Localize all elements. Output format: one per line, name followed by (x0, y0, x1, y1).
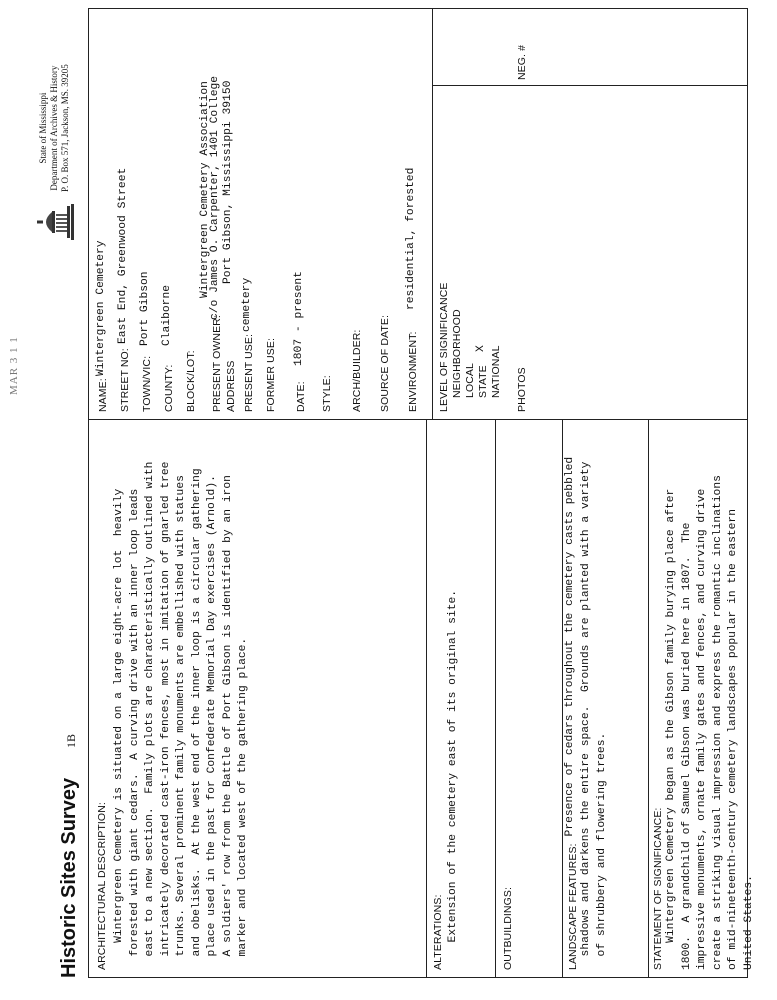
environment-value: residential, forested (405, 167, 417, 310)
text-line: impressive monuments, ornate family gates and fences, and curving drive (696, 488, 708, 970)
photos-divider (432, 8, 433, 420)
text-line: United States. (742, 875, 755, 970)
name-label: NAME: (97, 378, 109, 412)
neg-number-label: NEG. # (516, 44, 528, 80)
photos-label: PHOTOS (516, 367, 528, 412)
architectural-description-label: ARCHITECTURAL DESCRIPTION: (96, 802, 108, 970)
text-line: and obelisks. At the west end of the inner loop is a circular gathering (190, 468, 203, 970)
text-line: trunks. Several prominent family monuments are embellished with statues (175, 475, 187, 970)
date-value: 1807 - present (293, 271, 305, 366)
agency-line: Department of Archives & History (49, 65, 59, 191)
agency-line: State of Mississippi (38, 92, 48, 164)
state-mark: X (475, 345, 487, 352)
text-line: forested with giant cedars. A curving drive with an inner loop leads (128, 488, 141, 970)
text-line: place used in the past for Confederate Memorial Day exercises (Arnold). (206, 475, 218, 970)
date-label: DATE: (295, 381, 307, 412)
county-label: COUNTY: (163, 364, 175, 412)
text-line: 1800. A grandchild of Samuel Gibson was buried here in 1807. The (680, 522, 693, 970)
style-label: STYLE: (321, 375, 333, 412)
capitol-seal-icon (36, 204, 76, 240)
alterations-divider (426, 420, 427, 978)
alterations-text: Extension of the cemetery east of its original site. (447, 589, 459, 956)
landscape-text-line: of shrubbery and flowering trees. (596, 732, 608, 970)
landscape-features-label: LANDSCAPE FEATURES: (567, 843, 579, 970)
present-use-label: PRESENT USE: (243, 333, 255, 412)
environment-label: ENVIRONMENT: (407, 331, 419, 412)
present-owner-label: PRESENT OWNER: (211, 315, 223, 412)
text-line: east to a new section. Family plots are characteristically outlined with (144, 461, 156, 970)
state-label: STATE (477, 365, 489, 398)
street-label: STREET NO: (119, 348, 131, 412)
form-title: Historic Sites Survey (58, 777, 80, 978)
text-line: Wintergreen Cemetery began as the Gibson family burying place after (665, 488, 677, 970)
town-value: Port Gibson (139, 271, 151, 346)
level-of-significance-label: LEVEL OF SIGNIFICANCE (438, 282, 450, 412)
significance-divider (648, 420, 649, 978)
alterations-label: ALTERATIONS: (432, 894, 444, 970)
text-line: intricately decorated cast-iron fences, most in imitation of gnarled tree (159, 461, 172, 970)
neighborhood-label: NEIGHBORHOOD (451, 309, 463, 398)
street-value: East End, Greenwood Street (117, 167, 129, 344)
present-use-value: cemetery (241, 277, 253, 332)
county-value: Claiborne (161, 284, 173, 346)
address-label: ADDRESS (225, 360, 237, 412)
national-label: NATIONAL (490, 345, 502, 398)
text-line: create a striking visual impression and express the romantic inclinations (711, 475, 724, 970)
town-label: TOWN/VIC: (141, 355, 153, 412)
text-line: A soldiers' row from the Battle of Port Gibson is identified by an iron (221, 475, 234, 970)
text-line: of mid-nineteenth-century cemetery landscapes popular in the eastern (727, 509, 739, 970)
name-value: Wintergreen Cemetery (95, 240, 107, 376)
text-line: marker and located west of the gathering place. (237, 637, 249, 970)
text-line: Wintergreen Cemetery is situated on a large eight-acre lot heavily (113, 488, 125, 970)
landscape-text-line: shadows and darkens the entire space. Grounds are planted with a variety (580, 461, 592, 970)
arch-builder-label: ARCH/BUILDER: (351, 329, 363, 412)
outbuildings-label: OUTBUILDINGS: (502, 887, 514, 970)
significance-label: STATEMENT OF SIGNIFICANCE: (652, 807, 664, 970)
owner-line-3: Port Gibson, Mississippi 39150 (222, 80, 234, 284)
block-lot-label: BLOCK/LOT: (185, 350, 197, 412)
agency-address (38, 64, 71, 192)
source-of-date-label: SOURCE OF DATE: (379, 315, 391, 412)
neg-divider (432, 85, 748, 86)
landscape-text-line: Presence of cedars throughout the cemetery casts pebbled (564, 456, 576, 850)
owner-line-1: Wintergreen Cemetery Association (199, 81, 211, 298)
agency-line: P. O. Box 571, Jackson, MS. 39205 (60, 64, 70, 192)
outbuildings-divider (495, 420, 496, 978)
local-label: LOCAL (464, 363, 476, 398)
architectural-description-text (112, 462, 252, 970)
received-stamp: MAR 3 1 1 (8, 336, 20, 395)
significance-text (664, 475, 757, 970)
former-use-label: FORMER USE: (265, 337, 277, 412)
form-number: 1B (64, 733, 78, 748)
owner-line-2: c/o James O. Carpenter, 1401 College (209, 75, 221, 320)
